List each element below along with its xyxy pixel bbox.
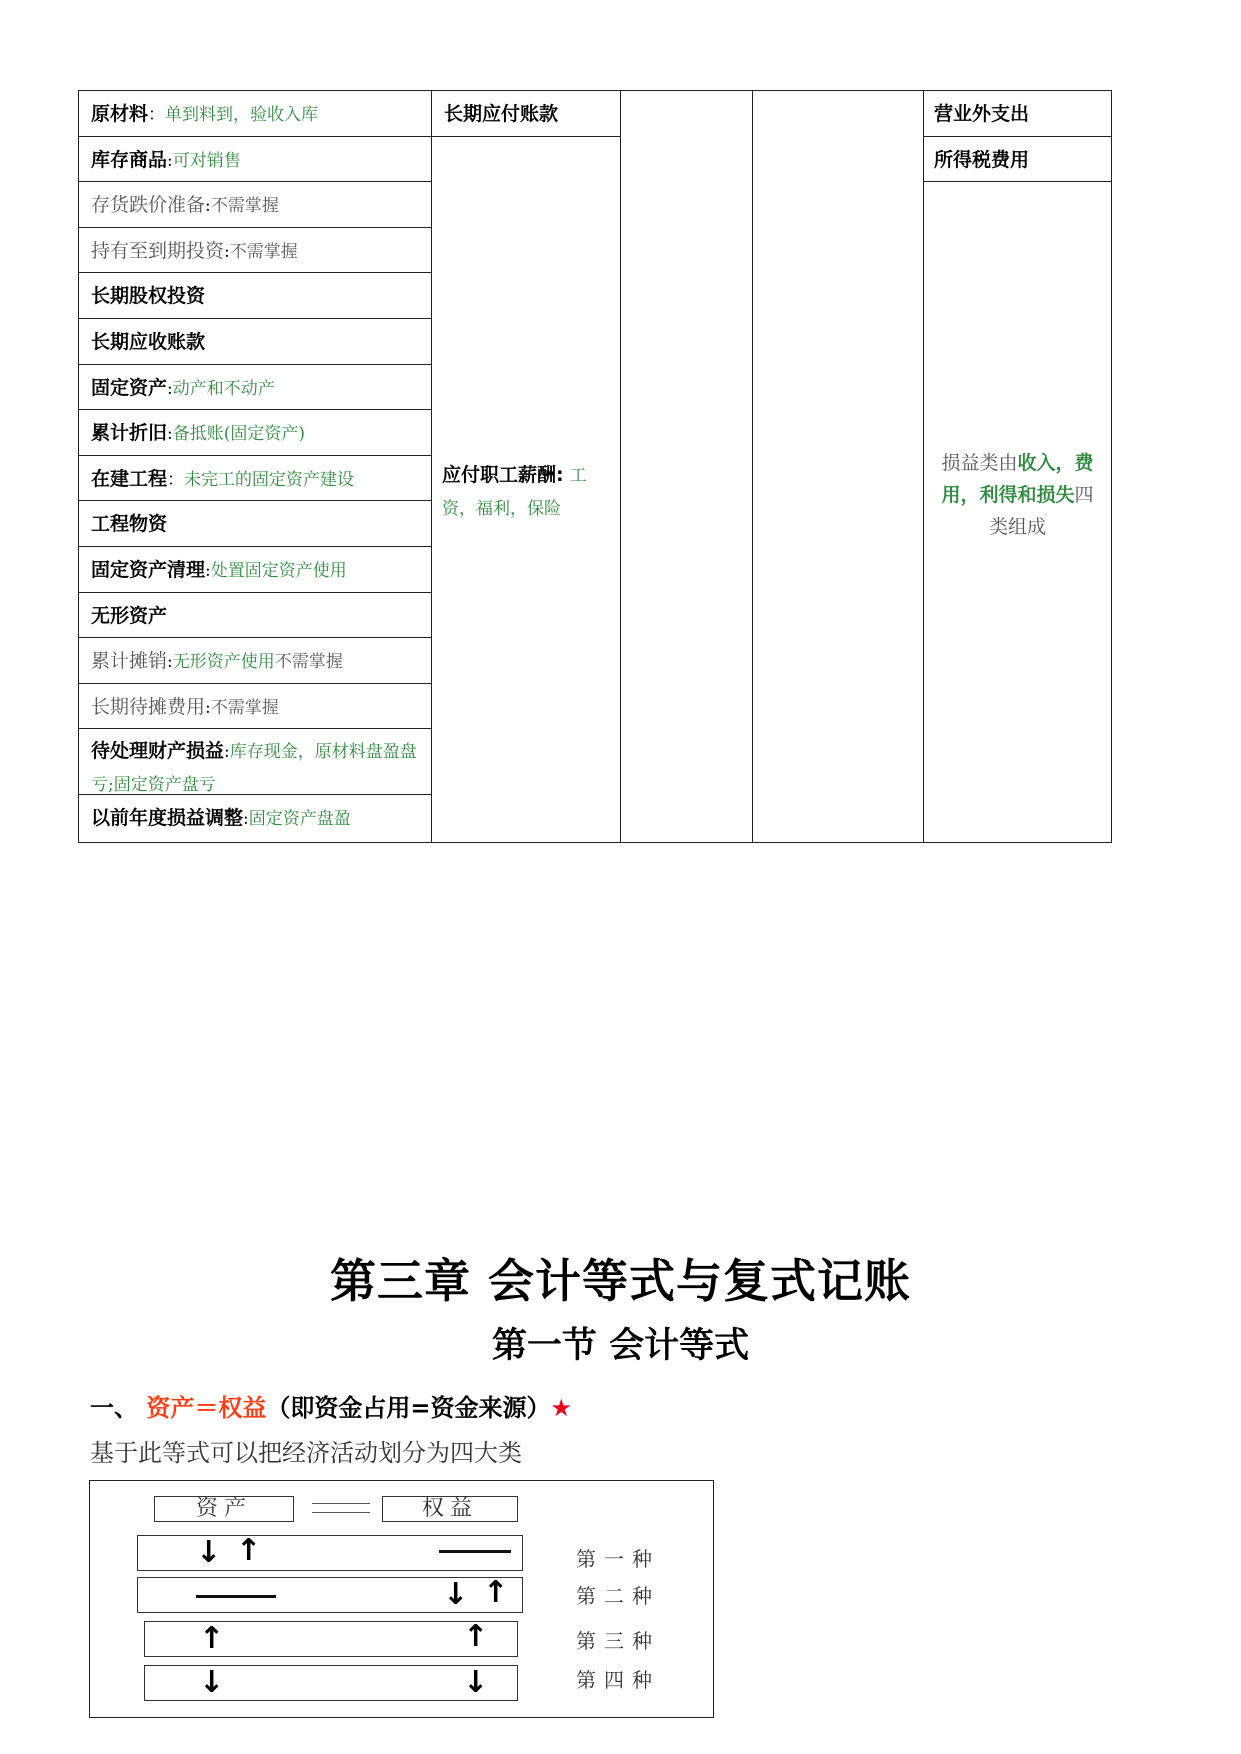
arrow-down-icon: ↓ (199, 1665, 225, 1700)
arrow-up-icon: ↑ (199, 1621, 225, 1656)
table-cell (79, 319, 431, 365)
equation-diagram (89, 1480, 714, 1718)
assets-label: 资产 (154, 1496, 294, 1522)
separator: : (167, 378, 173, 399)
no-change-dash (439, 1550, 511, 1553)
account-note: 备抵账(固定资产) (172, 424, 306, 445)
equals-sign (312, 1503, 370, 1513)
table-cell (79, 365, 431, 411)
account-name: 原材料 (91, 103, 149, 125)
equity-label: 权益 (382, 1496, 518, 1522)
arrow-up-icon: ↑ (483, 1575, 509, 1610)
account-note: 库存现金，原材料盘盈盘亏;固定资产盘亏 (91, 742, 417, 796)
diagram-row (137, 1535, 523, 1571)
account-name: 长期股权投资 (91, 285, 206, 308)
account-name: 以前年度损益调整 (91, 807, 244, 830)
table-cell (79, 547, 431, 593)
account-name: 持有至到期投资 (91, 239, 225, 262)
payroll-note: 应付职工薪酬: 工资，福利，保险 (442, 464, 587, 519)
kind-label: 第三种 (576, 1629, 660, 1653)
table-cell (79, 456, 431, 502)
account-name: 累计折旧 (91, 422, 168, 445)
diagram-row (144, 1621, 518, 1657)
account-note: 不需掌握 (229, 241, 298, 262)
asset-accounts-column (79, 91, 432, 842)
account-name: 待处理财产损益 (91, 740, 225, 763)
diagram-row (144, 1665, 518, 1701)
separator: : (167, 424, 173, 445)
kind-label: 第四种 (576, 1668, 660, 1692)
account-note: 处置固定资产使用 (210, 560, 347, 581)
no-change-dash (196, 1595, 276, 1598)
table-cell: 长期应付账款 (432, 91, 620, 137)
separator: : (243, 809, 249, 830)
account-name: 存货跌价准备 (91, 194, 206, 217)
table-cell (79, 273, 431, 319)
equation-heading: 一、 资产＝权益（即资金占用=资金来源）★ (90, 1394, 572, 1422)
profit-loss-column (924, 91, 1111, 842)
table-cell: 营业外支出 (924, 91, 1111, 137)
account-note: 不需掌握 (210, 196, 279, 217)
separator: : (205, 196, 211, 217)
diagram-row (137, 1577, 523, 1613)
account-note: 动产和不动产 (172, 378, 275, 399)
separator: : (167, 150, 173, 171)
empty-column (753, 91, 924, 842)
separator: : (205, 697, 211, 718)
table-cell (79, 729, 431, 795)
chapter-title: 第三章 会计等式与复式记账 (329, 1254, 911, 1308)
section-title: 第一节 会计等式 (491, 1326, 750, 1366)
table-cell (79, 182, 431, 228)
account-note: 不需掌握 (210, 697, 279, 718)
profit-loss-note: 损益类由收入，费用，利得和损失四类组成 (941, 452, 1094, 538)
table-cell (79, 228, 431, 274)
account-note: 无形资产使用 (172, 652, 275, 673)
separator: : (224, 742, 230, 763)
table-cell (79, 593, 431, 639)
table-cell (79, 684, 431, 730)
arrow-down-icon: ↓ (443, 1577, 469, 1612)
table-cell (79, 91, 431, 137)
table-cell (79, 137, 431, 183)
arrow-up-icon: ↑ (463, 1619, 489, 1654)
separator: : (167, 652, 173, 673)
account-note: 未完工的固定资产建设 (184, 469, 355, 490)
table-cell (79, 795, 431, 841)
star-icon: ★ (550, 1394, 572, 1422)
accounts-table (78, 90, 1112, 843)
account-note: 单到料到，验收入库 (165, 105, 319, 125)
empty-column (621, 91, 753, 842)
account-name: 长期应收账款 (91, 330, 206, 353)
description-text: 基于此等式可以把经济活动划分为四大类 (90, 1439, 522, 1467)
account-name: 固定资产 (91, 376, 168, 399)
table-cell (79, 501, 431, 547)
account-name: 库存商品 (91, 148, 168, 171)
account-note: 不需掌握 (274, 652, 343, 673)
table-cell: 所得税费用 (924, 137, 1111, 183)
account-name: 累计摊销 (91, 650, 168, 673)
separator: : (205, 560, 211, 581)
account-name: 在建工程 (91, 467, 168, 490)
arrow-down-icon: ↓ (463, 1665, 489, 1700)
separator: ： (167, 469, 185, 490)
arrow-down-icon: ↓ (196, 1535, 222, 1570)
account-note: 可对销售 (172, 150, 241, 171)
liability-accounts-column (432, 91, 621, 842)
account-note: 固定资产盘盈 (248, 809, 351, 830)
kind-label: 第二种 (576, 1584, 660, 1608)
account-name: 固定资产清理 (91, 558, 206, 581)
separator: ： (148, 105, 166, 125)
account-name: 无形资产 (91, 604, 168, 627)
separator: : (224, 241, 230, 262)
account-name: 工程物资 (91, 513, 168, 536)
arrow-up-icon: ↑ (236, 1533, 262, 1568)
table-cell (79, 410, 431, 456)
account-name: 长期待摊费用 (91, 695, 206, 718)
kind-label: 第一种 (576, 1547, 660, 1571)
table-cell (79, 638, 431, 684)
